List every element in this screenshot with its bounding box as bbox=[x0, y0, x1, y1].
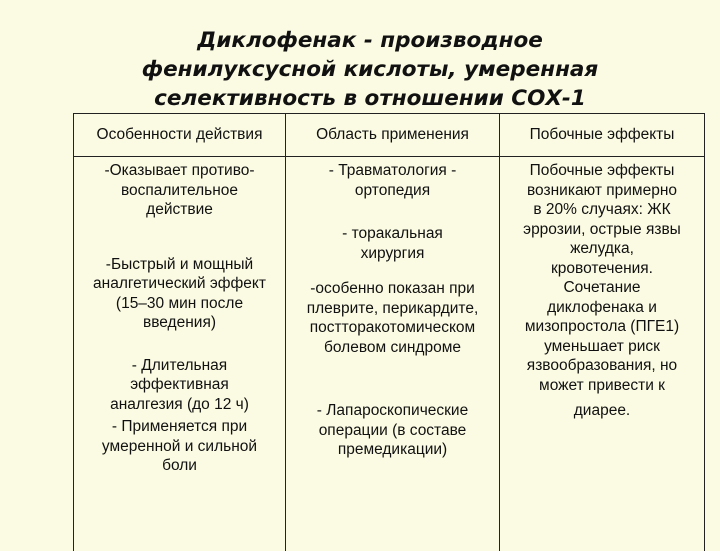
header-features: Особенности действия bbox=[74, 114, 286, 157]
title-line-1: Диклофенак - производное bbox=[90, 26, 650, 55]
header-applications: Область применения bbox=[286, 114, 500, 157]
features-cell bbox=[74, 157, 286, 551]
title-line-3: селективность в отношении СОХ-1 bbox=[90, 84, 650, 113]
feature-analgesic-effect: -Быстрый и мощный аналгетический эффект (15–30 мин после введения) bbox=[76, 255, 283, 333]
feature-pain-use: - Применяется при умеренной и сильной боли bbox=[76, 417, 283, 476]
application-traumatology: - Травматология - ортопедия bbox=[288, 161, 497, 200]
table-header-row bbox=[74, 114, 705, 157]
application-laparoscopy: - Лапароскопические операции (в составе премедикации) bbox=[288, 401, 497, 460]
feature-long-analgesia: - Длительная эффективная аналгезия (до 12 ч) bbox=[76, 356, 283, 415]
page-title bbox=[90, 26, 650, 113]
application-thoracic-surgery: - торакальная хирургия bbox=[288, 224, 497, 263]
header-side-effects: Побочные эффекты bbox=[500, 114, 705, 157]
side-effects-cell bbox=[500, 157, 705, 551]
diclofenac-table bbox=[73, 113, 705, 551]
side-effects-text: Побочные эффекты возникают примерно в 20% случаях: ЖК эррозии, острые язвы желудка, кровотечения. Сочетание диклофенака и мизопростола (ПГЕ1) уменьшает риск язвообразования, но может привести к диарее. bbox=[502, 161, 702, 421]
applications-cell bbox=[286, 157, 500, 551]
title-line-2: фенилуксусной кислоты, умеренная bbox=[90, 55, 650, 84]
feature-anti-inflammatory: -Оказывает противо- воспалительное действие bbox=[76, 161, 283, 220]
table-row bbox=[74, 157, 705, 551]
application-pleuritis: -особенно показан при плеврите, перикардите, постторакотомическом болевом синдроме bbox=[288, 279, 497, 357]
